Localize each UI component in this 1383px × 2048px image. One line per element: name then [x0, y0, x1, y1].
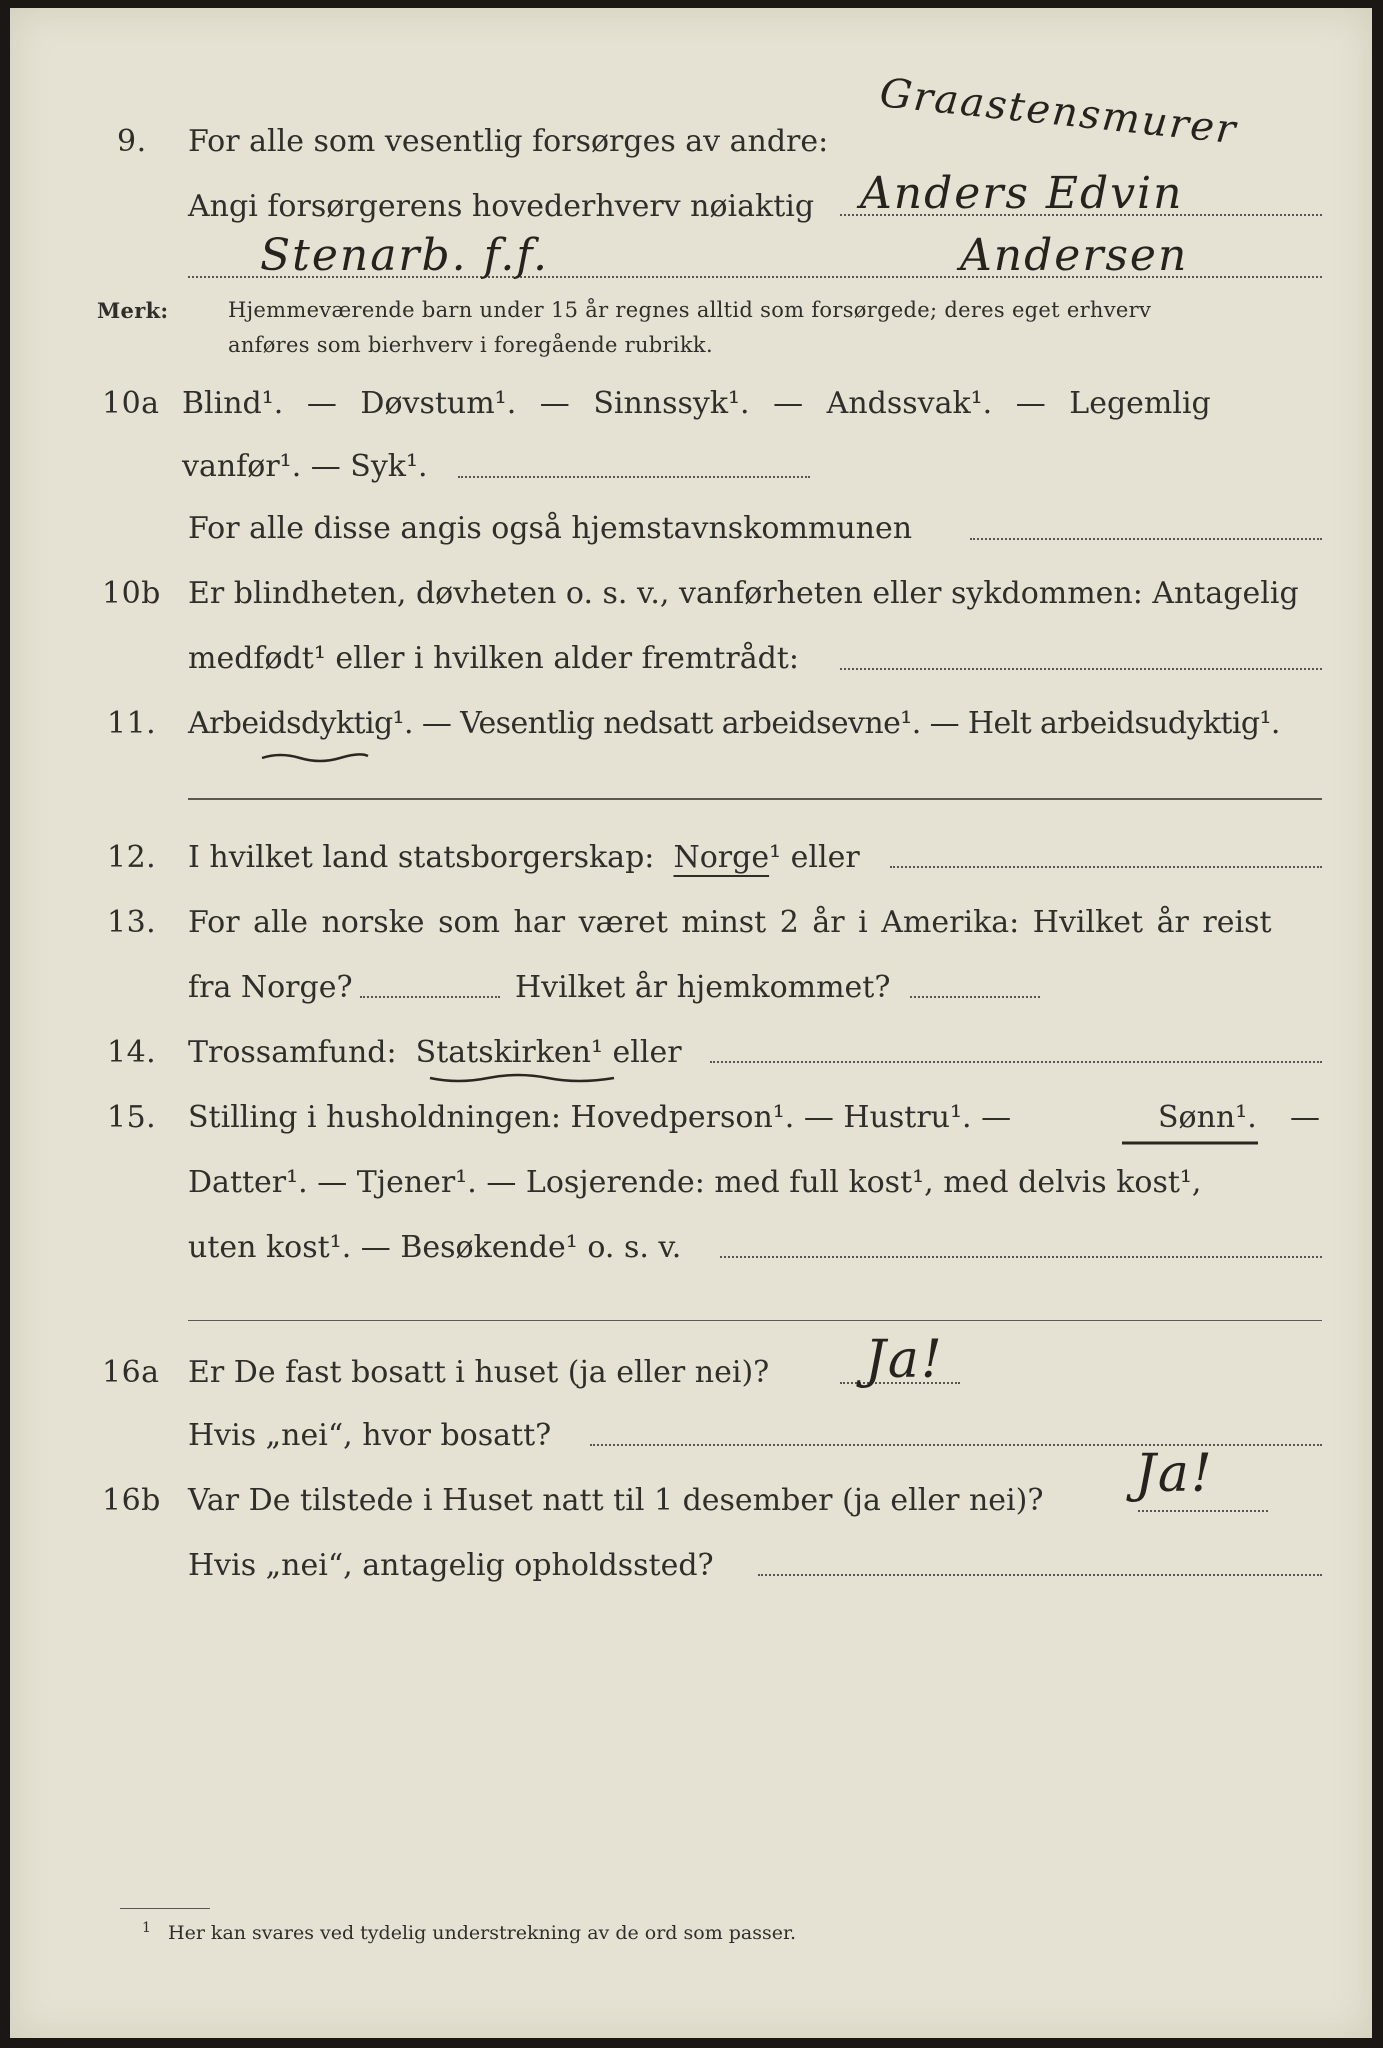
q13-line2b: Hvilket år hjemkommet?: [515, 970, 891, 1005]
q16b-handwritten-answer: Ja!: [1135, 1444, 1214, 1504]
q10a-number: 10a: [102, 386, 160, 421]
q16a-line2: Hvis „nei“, hvor bosatt?: [188, 1418, 552, 1453]
q9-handwriting-surname: Andersen: [960, 230, 1189, 281]
q13-return-line: [910, 996, 1040, 998]
q16a-handwritten-answer: Ja!: [865, 1330, 944, 1390]
q10a-answer-line: [458, 476, 810, 478]
q14-handwritten-underline: [428, 1072, 618, 1086]
q10a-line3: For alle disse angis også hjemstavnskommunen: [188, 511, 913, 546]
q15-handwritten-underline: [1120, 1138, 1260, 1148]
q10b-line1: Er blindheten, døvheten o. s. v., vanførheten eller sykdommen: Antagelig: [188, 576, 1299, 611]
q14-answer-line: [710, 1061, 1322, 1063]
q12-line: [188, 840, 860, 875]
q9-number: 9.: [117, 124, 147, 159]
q16a-line1: Er De fast bosatt i huset (ja eller nei)?: [188, 1355, 770, 1390]
q9-handwriting-name: Anders Edvin: [860, 168, 1184, 219]
q9-line2: Angi forsørgerens hovederhverv nøiaktig: [188, 189, 815, 224]
q16a-number: 16a: [102, 1355, 160, 1390]
q16b-location-line: [758, 1574, 1322, 1576]
q15-separator-line: [188, 1320, 1322, 1321]
q15-answer-line: [720, 1256, 1322, 1258]
footnote-text: Her kan svares ved tydelig understrekning av de ord som passer.: [168, 1922, 797, 1944]
q12-number: 12.: [107, 840, 157, 875]
q11-separator-line: [188, 798, 1322, 800]
q12-answer-line: [890, 866, 1322, 868]
census-form-sheet: [10, 8, 1372, 2038]
q10b-number: 10b: [102, 576, 161, 611]
q11-handwritten-underline: [260, 750, 370, 764]
q14-underlined-answer: Statskirken: [415, 1035, 591, 1070]
q15-line1a: Stilling i husholdningen: Hovedperson¹. — Hustru¹. —: [188, 1100, 1012, 1135]
merk-label: Merk:: [97, 298, 169, 323]
q12-underlined-answer: Norge: [673, 840, 770, 875]
q14-prefix: Trossamfund:: [188, 1035, 397, 1070]
q10b-line2: medfødt¹ eller i hvilken alder fremtrådt:: [188, 641, 799, 676]
q10a-line1: Blind¹. — Døvstum¹. — Sinnssyk¹. — Andssvak¹. — Legemlig: [182, 386, 1211, 421]
q16b-answer-line: [1138, 1510, 1268, 1512]
q16b-line1: Var De tilstede i Huset natt til 1 desember (ja eller nei)?: [188, 1483, 1044, 1518]
q14-line: [188, 1035, 682, 1070]
q12-suffix: ¹ eller: [769, 840, 860, 875]
q15-line2: Datter¹. — Tjener¹. — Losjerende: med full kost¹, med delvis kost¹,: [188, 1165, 1202, 1200]
q11-number: 11.: [107, 706, 157, 741]
footnote-marker: 1: [142, 1920, 151, 1936]
q11-line1: Arbeidsdyktig¹. — Vesentlig nedsatt arbeidsevne¹. — Helt arbeidsudyktig¹.: [188, 706, 1280, 741]
q12-prefix: I hvilket land statsborgerskap:: [188, 840, 655, 875]
q13-departure-line: [360, 996, 500, 998]
q13-number: 13.: [107, 905, 157, 940]
q14-suffix: ¹ eller: [590, 1035, 682, 1070]
q9-handwriting-occupation: Graastensmurer: [877, 70, 1240, 154]
footnote-rule: [120, 1908, 210, 1909]
q13-line2a: fra Norge?: [188, 970, 353, 1005]
q10a-line2: vanfør¹. — Syk¹.: [182, 449, 428, 484]
q15-line3: uten kost¹. — Besøkende¹ o. s. v.: [188, 1230, 682, 1265]
q15-line1c: —: [1290, 1100, 1320, 1135]
q14-number: 14.: [107, 1035, 157, 1070]
q15-number: 15.: [107, 1100, 157, 1135]
merk-line2: anføres som bierhverv i foregående rubrikk.: [228, 333, 713, 357]
merk-line1: Hjemmeværende barn under 15 år regnes alltid som forsørgede; deres eget erhverv: [228, 298, 1152, 322]
q10a-hometown-line: [970, 538, 1322, 540]
q9-line1: For alle som vesentlig forsørges av andre:: [188, 124, 829, 159]
q16b-line2: Hvis „nei“, antagelig opholdssted?: [188, 1548, 714, 1583]
q9-handwriting-employer: Stenarb. f.f.: [260, 230, 550, 281]
q16b-number: 16b: [102, 1483, 161, 1518]
q15-line1b-underlined: Sønn¹.: [1158, 1100, 1257, 1135]
q10b-answer-line: [840, 668, 1322, 670]
q13-line1: For alle norske som har været minst 2 år i Amerika: Hvilket år reist: [188, 905, 1272, 940]
